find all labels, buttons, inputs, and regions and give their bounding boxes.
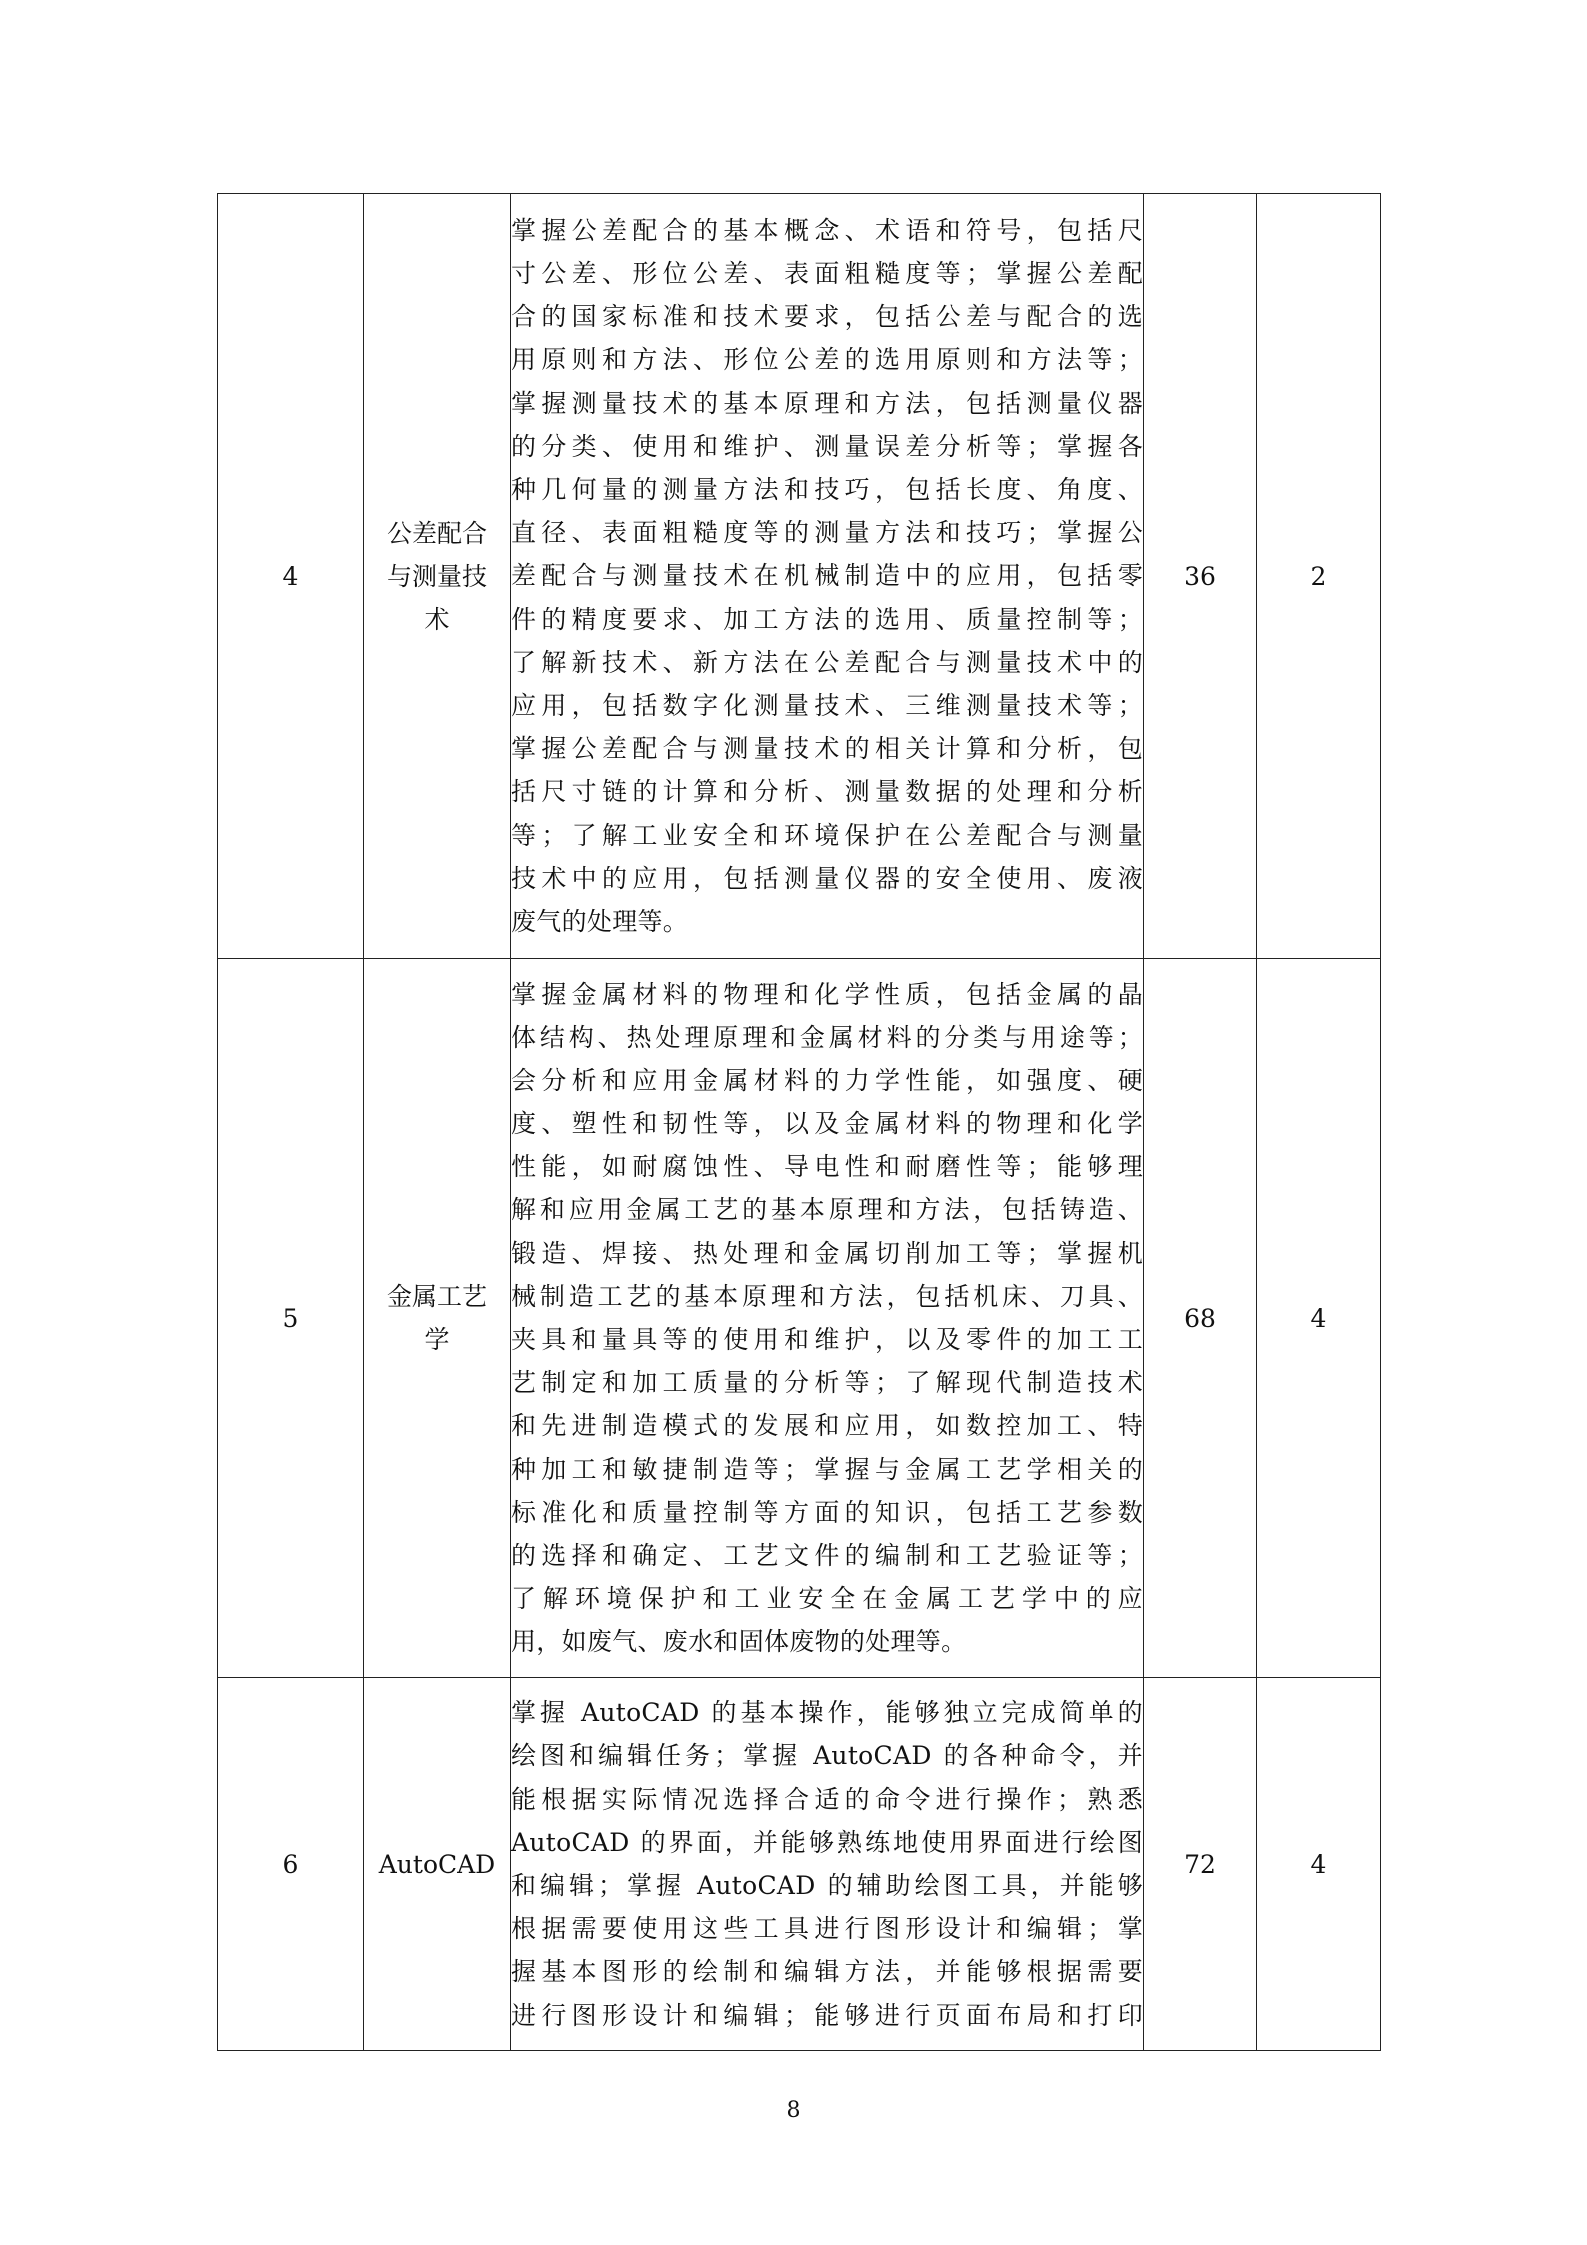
description-line: 进行图形设计和编辑；能够进行页面布局和打印 [511, 2000, 1143, 2030]
course-credits: 2 [1310, 561, 1327, 591]
course-number-cell [218, 194, 364, 959]
description-line: 艺制定和加工质量的分析等；了解现代制造技术 [511, 1368, 1143, 1398]
description-line: 掌握公差配合与测量技术的相关计算和分析，包 [511, 734, 1143, 764]
description-line: 件的精度要求、加工方法的选用、质量控制等； [511, 604, 1143, 634]
description-line: 用，如废气、废水和固体废物的处理等。 [511, 1627, 967, 1657]
description-line: AutoCAD 的界面，并能够熟练地使用界面进行绘图 [511, 1827, 1143, 1857]
description-line: 根据需要使用这些工具进行图形设计和编辑；掌 [511, 1914, 1143, 1944]
course-name-line: 术 [424, 604, 450, 634]
description-line: 械制造工艺的基本原理和方法，包括机床、刀具、 [511, 1281, 1143, 1311]
description-line: 性能，如耐腐蚀性、导电性和耐磨性等；能够理 [511, 1152, 1143, 1182]
description-line: 废气的处理等。 [511, 906, 689, 936]
description-line: 解和应用金属工艺的基本原理和方法，包括铸造、 [511, 1195, 1143, 1225]
course-hours-cell [1144, 1678, 1257, 2051]
description-line: 绘图和编辑任务；掌握 AutoCAD 的各种命令，并 [511, 1741, 1143, 1771]
course-hours: 36 [1184, 561, 1216, 591]
course-table-body [218, 194, 1381, 2051]
description-line: 体结构、热处理原理和金属材料的分类与用途等； [511, 1022, 1143, 1052]
course-hours-cell [1144, 194, 1257, 959]
description-line: 用原则和方法、形位公差的选用原则和方法等； [511, 345, 1143, 375]
description-line: 的选择和确定、工艺文件的编制和工艺验证等； [511, 1540, 1143, 1570]
course-number: 5 [282, 1303, 299, 1333]
description-line: 和先进制造模式的发展和应用，如数控加工、特 [511, 1411, 1143, 1441]
table-row [218, 1678, 1381, 2051]
description-line: 锻造、焊接、热处理和金属切削加工等；掌握机 [511, 1238, 1143, 1268]
course-number: 4 [282, 561, 299, 591]
course-name-line: AutoCAD [378, 1849, 496, 1879]
description-line: 合的国家标准和技术要求，包括公差与配合的选 [511, 302, 1143, 332]
course-name-cell [364, 194, 511, 959]
description-line: 掌握 AutoCAD 的基本操作，能够独立完成简单的 [511, 1698, 1143, 1728]
description-line: 种加工和敏捷制造等；掌握与金属工艺学相关的 [511, 1454, 1143, 1484]
course-name-line: 与测量技 [386, 561, 487, 591]
table-row [218, 959, 1381, 1678]
description-line: 种几何量的测量方法和技巧，包括长度、角度、 [511, 475, 1143, 505]
course-credits-cell [1257, 959, 1381, 1678]
description-line: 差配合与测量技术在机械制造中的应用，包括零 [511, 561, 1143, 591]
course-hours: 72 [1184, 1849, 1216, 1879]
description-line: 应用，包括数字化测量技术、三维测量技术等； [511, 690, 1143, 720]
description-line: 掌握公差配合的基本概念、术语和符号，包括尺 [511, 215, 1143, 245]
description-line: 了解新技术、新方法在公差配合与测量技术中的 [511, 647, 1143, 677]
course-number-cell [218, 959, 364, 1678]
course-name-cell [364, 1678, 511, 2051]
course-credits-cell [1257, 194, 1381, 959]
course-description-cell [511, 194, 1144, 959]
course-name-line: 学 [424, 1325, 450, 1354]
course-number-cell [218, 1678, 364, 2051]
course-hours: 68 [1184, 1303, 1216, 1333]
description-line: 能根据实际情况选择合适的命令进行操作；熟悉 [511, 1784, 1143, 1814]
description-line: 寸公差、形位公差、表面粗糙度等；掌握公差配 [511, 259, 1143, 289]
course-hours-cell [1144, 959, 1257, 1678]
course-credits-cell [1257, 1678, 1381, 2051]
description-line: 掌握金属材料的物理和化学性质，包括金属的晶 [511, 979, 1143, 1009]
description-line: 了解环境保护和工业安全在金属工艺学中的应 [511, 1584, 1143, 1614]
course-number: 6 [282, 1849, 299, 1879]
description-line: 标准化和质量控制等方面的知识，包括工艺参数 [511, 1497, 1143, 1527]
table-row [218, 194, 1381, 959]
description-line: 度、塑性和韧性等，以及金属材料的物理和化学 [511, 1109, 1143, 1139]
course-name-cell [364, 959, 511, 1678]
description-line: 技术中的应用，包括测量仪器的安全使用、废液 [511, 863, 1143, 893]
description-line: 握基本图形的绘制和编辑方法，并能够根据需要 [511, 1957, 1143, 1987]
page-number: 8 [786, 2098, 801, 2123]
course-name-line: 金属工艺 [386, 1282, 487, 1311]
course-description-cell [511, 959, 1144, 1678]
description-line: 括尺寸链的计算和分析、测量数据的处理和分析 [511, 777, 1143, 807]
course-credits: 4 [1310, 1303, 1327, 1333]
description-line: 和编辑；掌握 AutoCAD 的辅助绘图工具，并能够 [511, 1871, 1143, 1900]
description-line: 会分析和应用金属材料的力学性能，如强度、硬 [511, 1065, 1143, 1095]
description-line: 夹具和量具等的使用和维护，以及零件的加工工 [511, 1325, 1143, 1354]
description-line: 掌握测量技术的基本原理和方法，包括测量仪器 [511, 388, 1143, 418]
description-line: 直径、表面粗糙度等的测量方法和技巧；掌握公 [511, 518, 1143, 548]
course-credits: 4 [1310, 1849, 1327, 1879]
description-line: 的分类、使用和维护、测量误差分析等；掌握各 [511, 431, 1143, 461]
course-name-line: 公差配合 [386, 518, 487, 548]
course-description-cell [511, 1678, 1144, 2051]
course-table [217, 193, 1381, 2051]
description-line: 等；了解工业安全和环境保护在公差配合与测量 [511, 820, 1143, 850]
